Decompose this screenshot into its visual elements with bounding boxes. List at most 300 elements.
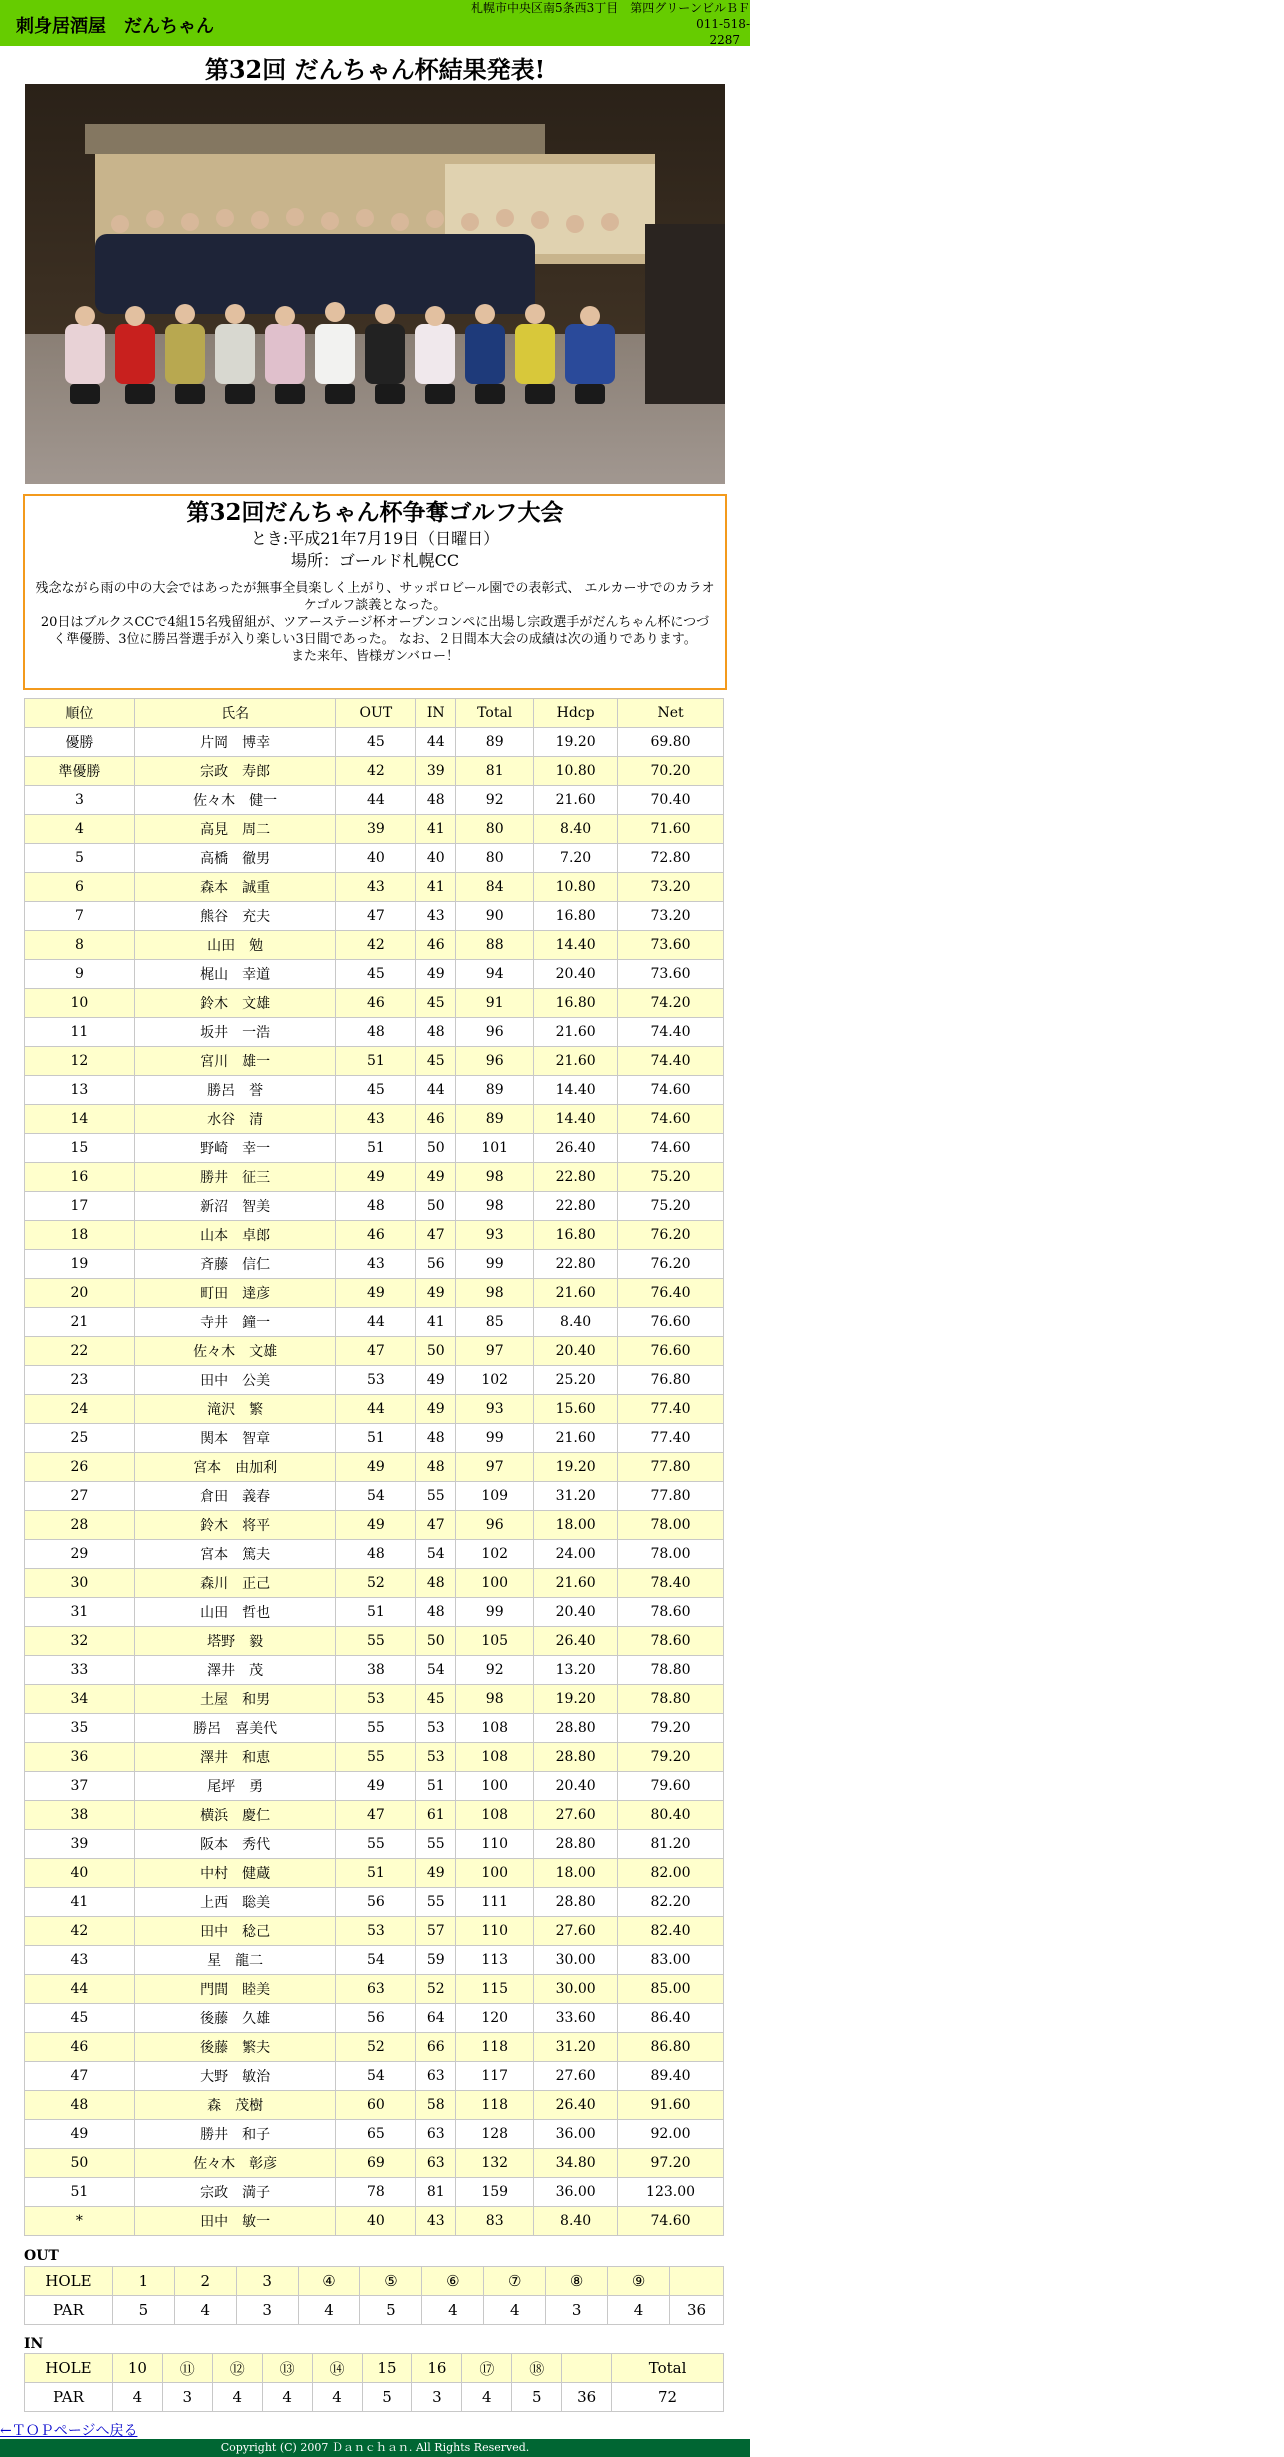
table-cell: 田中 敏一 [134, 2207, 336, 2236]
table-cell: 関本 智章 [134, 1424, 336, 1453]
table-cell: 準優勝 [25, 757, 135, 786]
table-cell: 22.80 [534, 1250, 618, 1279]
shop-address [450, 0, 750, 48]
table-cell: ⑱ [512, 2354, 562, 2383]
table-cell: 97.20 [618, 2149, 724, 2178]
table-cell: * [25, 2207, 135, 2236]
table-cell: 倉田 義春 [134, 1482, 336, 1511]
table-cell: 21.60 [534, 1047, 618, 1076]
table-cell: 54 [336, 1946, 416, 1975]
table-cell: 42 [25, 1917, 135, 1946]
table-cell: 36 [25, 1743, 135, 1772]
table-row [25, 2178, 724, 2207]
table-cell: 118 [456, 2091, 534, 2120]
table-cell: 澤井 茂 [134, 1656, 336, 1685]
table-cell: 75.20 [618, 1163, 724, 1192]
table-cell: 19.20 [534, 728, 618, 757]
table-cell: 16 [412, 2354, 462, 2383]
table-cell: 寺井 鐘一 [134, 1308, 336, 1337]
table-cell: 8.40 [534, 2207, 618, 2236]
table-row [25, 931, 724, 960]
table-cell: 76.60 [618, 1308, 724, 1337]
table-cell: 27 [25, 1482, 135, 1511]
table-cell: 44 [25, 1975, 135, 2004]
table-cell: 8.40 [534, 1308, 618, 1337]
table-cell: 45 [416, 1047, 456, 1076]
table-row [25, 1627, 724, 1656]
table-cell: 宗政 寿郎 [134, 757, 336, 786]
table-cell: 74.60 [618, 1076, 724, 1105]
table-cell: 110 [456, 1830, 534, 1859]
table-cell: 85.00 [618, 1975, 724, 2004]
table-cell: 鈴木 文雄 [134, 989, 336, 1018]
table-cell: 76.20 [618, 1221, 724, 1250]
table-cell: 30 [25, 1569, 135, 1598]
table-cell: 18.00 [534, 1859, 618, 1888]
table-row [25, 1482, 724, 1511]
table-cell: 98 [456, 1192, 534, 1221]
table-cell: 42 [336, 757, 416, 786]
table-row [25, 1685, 724, 1714]
table-cell: 49 [336, 1279, 416, 1308]
table-cell: 74.20 [618, 989, 724, 1018]
table-row [25, 873, 724, 902]
table-cell: 50 [416, 1192, 456, 1221]
table-cell: 49 [336, 1163, 416, 1192]
table-cell: 128 [456, 2120, 534, 2149]
table-cell: 76.40 [618, 1279, 724, 1308]
table-cell: 101 [456, 1134, 534, 1163]
table-row [25, 1134, 724, 1163]
table-cell: 46 [416, 1105, 456, 1134]
table-cell: 6 [25, 873, 135, 902]
table-cell: 111 [456, 1888, 534, 1917]
table-cell: 86.40 [618, 2004, 724, 2033]
table-cell: 7 [25, 902, 135, 931]
table-cell: 宗政 満子 [134, 2178, 336, 2207]
table-cell: 27.60 [534, 1801, 618, 1830]
table-cell: 55 [416, 1830, 456, 1859]
table-cell: 20.40 [534, 1337, 618, 1366]
table-cell: 24 [25, 1395, 135, 1424]
column-header: 順位 [25, 699, 135, 728]
table-cell: 21 [25, 1308, 135, 1337]
table-cell: 50 [416, 1627, 456, 1656]
table-cell: 81 [416, 2178, 456, 2207]
table-row [25, 1279, 724, 1308]
table-cell: 78.60 [618, 1627, 724, 1656]
table-cell: 後藤 久雄 [134, 2004, 336, 2033]
table-cell: 55 [336, 1743, 416, 1772]
table-cell: 19.20 [534, 1685, 618, 1714]
table-cell: HOLE [25, 2267, 113, 2296]
table-cell: 47 [25, 2062, 135, 2091]
out-course-label: OUT [24, 2248, 59, 2264]
table-cell: 47 [416, 1221, 456, 1250]
table-cell: 45 [25, 2004, 135, 2033]
phone-line: 011-518- [696, 17, 750, 31]
table-cell: 10.80 [534, 757, 618, 786]
table-cell: 86.80 [618, 2033, 724, 2062]
table-cell: 36.00 [534, 2178, 618, 2207]
table-row [25, 1656, 724, 1685]
table-cell: 132 [456, 2149, 534, 2178]
table-cell: 63 [416, 2149, 456, 2178]
table-cell: 51 [336, 1424, 416, 1453]
table-cell: 38 [336, 1656, 416, 1685]
table-cell: 77.80 [618, 1482, 724, 1511]
table-row [25, 1366, 724, 1395]
table-cell: 56 [336, 1888, 416, 1917]
table-row [25, 786, 724, 815]
table-row [25, 2120, 724, 2149]
table-row [25, 757, 724, 786]
table-cell: PAR [25, 2296, 113, 2325]
table-cell: 佐々木 健一 [134, 786, 336, 815]
event-paragraph: 残念ながら雨の中の大会ではあったが無事全員楽しく上がり、サッポロビール園での表彰式、 エルカーサでのカラオケゴルフ談義となった。 [35, 581, 715, 613]
table-cell: 49 [416, 960, 456, 989]
table-cell: 74.40 [618, 1047, 724, 1076]
table-cell: 93 [456, 1395, 534, 1424]
table-cell: 48 [416, 1018, 456, 1047]
table-row [25, 2207, 724, 2236]
table-cell: 70.20 [618, 757, 724, 786]
table-cell: 73.20 [618, 902, 724, 931]
table-cell: 115 [456, 1975, 534, 2004]
table-cell: 37 [25, 1772, 135, 1801]
table-cell: 後藤 繁夫 [134, 2033, 336, 2062]
table-cell: 4 [422, 2296, 484, 2325]
event-venue: 場所：ゴールド札幌CC [290, 551, 460, 570]
table-cell: 3 [546, 2296, 608, 2325]
table-cell: ⑧ [546, 2267, 608, 2296]
table-cell: 45 [336, 960, 416, 989]
table-cell: 勝呂 喜美代 [134, 1714, 336, 1743]
table-cell: 55 [336, 1830, 416, 1859]
table-cell: 35 [25, 1714, 135, 1743]
table-row [25, 1743, 724, 1772]
table-cell: 3 [236, 2296, 298, 2325]
table-cell: 100 [456, 1859, 534, 1888]
table-cell: 25.20 [534, 1366, 618, 1395]
table-cell: 73.60 [618, 960, 724, 989]
table-cell: 21.60 [534, 1018, 618, 1047]
event-paragraph: 20日はブルクスCCで4組15名残留組が、ツアーステージ杯オープンコンペに出場し宗政選手がだんちゃん杯につづく準優勝、3位に勝呂誉選手が入り楽しい3日間であった。 なお、２日間本大会の成績は次の通りであります。 [40, 615, 710, 647]
table-cell: 93 [456, 1221, 534, 1250]
table-cell: 15.60 [534, 1395, 618, 1424]
table-cell: 土屋 和男 [134, 1685, 336, 1714]
table-cell: 44 [416, 1076, 456, 1105]
table-cell: 34 [25, 1685, 135, 1714]
table-cell: 89.40 [618, 2062, 724, 2091]
table-cell: 48 [336, 1192, 416, 1221]
table-cell: 53 [336, 1685, 416, 1714]
table-cell: 16 [25, 1163, 135, 1192]
table-cell: 92 [456, 786, 534, 815]
table-cell: 77.40 [618, 1424, 724, 1453]
table-cell: 31 [25, 1598, 135, 1627]
table-row [25, 1221, 724, 1250]
table-cell: 65 [336, 2120, 416, 2149]
table-cell: 108 [456, 1743, 534, 1772]
table-cell: 41 [25, 1888, 135, 1917]
table-cell: 26.40 [534, 1627, 618, 1656]
table-cell: 38 [25, 1801, 135, 1830]
table-cell: 40 [336, 844, 416, 873]
table-cell: 100 [456, 1772, 534, 1801]
table-cell: 102 [456, 1366, 534, 1395]
table-cell: 44 [336, 1308, 416, 1337]
table-cell: 72.80 [618, 844, 724, 873]
table-cell: 52 [336, 2033, 416, 2062]
table-cell: 72 [612, 2383, 724, 2412]
table-cell: 79.20 [618, 1743, 724, 1772]
table-cell: 4 [262, 2383, 312, 2412]
table-cell: 22.80 [534, 1163, 618, 1192]
table-cell: PAR [25, 2383, 113, 2412]
table-cell: 28.80 [534, 1888, 618, 1917]
table-cell: 39 [25, 1830, 135, 1859]
table-cell: 64 [416, 2004, 456, 2033]
table-cell: 山田 勉 [134, 931, 336, 960]
table-cell: 48 [416, 1569, 456, 1598]
table-row [25, 1105, 724, 1134]
table-cell: 26.40 [534, 2091, 618, 2120]
table-cell: 82.20 [618, 1888, 724, 1917]
table-cell: 14.40 [534, 1076, 618, 1105]
table-cell: 45 [416, 1685, 456, 1714]
table-cell: 田中 公美 [134, 1366, 336, 1395]
table-row [25, 1714, 724, 1743]
table-cell: 69.80 [618, 728, 724, 757]
table-cell: 43 [336, 1250, 416, 1279]
table-cell: 48 [416, 1453, 456, 1482]
table-cell: 54 [336, 2062, 416, 2091]
table-cell: 34.80 [534, 2149, 618, 2178]
column-header: Total [456, 699, 534, 728]
table-cell: 14.40 [534, 1105, 618, 1134]
table-cell: 99 [456, 1598, 534, 1627]
table-cell: 49 [416, 1163, 456, 1192]
table-cell: 83.00 [618, 1946, 724, 1975]
table-cell: 9 [25, 960, 135, 989]
table-cell: 21.60 [534, 1569, 618, 1598]
table-cell: 54 [416, 1656, 456, 1685]
table-cell: 85 [456, 1308, 534, 1337]
table-cell: 46 [336, 989, 416, 1018]
table-cell: 30.00 [534, 1975, 618, 2004]
table-cell: 勝井 和子 [134, 2120, 336, 2149]
table-cell: 66 [416, 2033, 456, 2062]
table-cell: 43 [336, 873, 416, 902]
table-cell: 159 [456, 2178, 534, 2207]
table-cell: 43 [336, 1105, 416, 1134]
table-cell: 23 [25, 1366, 135, 1395]
hole-row [25, 2354, 724, 2383]
table-row [25, 2091, 724, 2120]
table-cell: 4 [312, 2383, 362, 2412]
table-cell: 49 [416, 1859, 456, 1888]
table-cell: 98 [456, 1279, 534, 1308]
table-cell: 4 [25, 815, 135, 844]
table-cell: 43 [416, 2207, 456, 2236]
table-cell: 5 [360, 2296, 422, 2325]
table-cell: 25 [25, 1424, 135, 1453]
footer-copyright: Copyright (C) 2007 Ｄａｎｃｈａｎ. All Rights Reserved. [0, 2439, 750, 2457]
table-cell: 30.00 [534, 1946, 618, 1975]
table-cell: 4 [174, 2296, 236, 2325]
table-cell: 28.80 [534, 1714, 618, 1743]
table-cell: 27.60 [534, 1917, 618, 1946]
table-cell: 100 [456, 1569, 534, 1598]
table-cell: 97 [456, 1337, 534, 1366]
table-cell: 19.20 [534, 1453, 618, 1482]
table-cell: 3 [162, 2383, 212, 2412]
table-cell: 46 [416, 931, 456, 960]
table-cell: 74.60 [618, 1134, 724, 1163]
table-cell: 51 [416, 1772, 456, 1801]
table-cell: 8 [25, 931, 135, 960]
table-cell: 20.40 [534, 1598, 618, 1627]
table-cell: 48 [416, 1424, 456, 1453]
table-cell: 51 [336, 1134, 416, 1163]
table-cell: ⑭ [312, 2354, 362, 2383]
table-cell: 39 [416, 757, 456, 786]
table-cell: 98 [456, 1163, 534, 1192]
table-cell: ⑨ [608, 2267, 670, 2296]
table-cell: 森本 誠重 [134, 873, 336, 902]
table-cell: 梶山 幸道 [134, 960, 336, 989]
table-cell: 17 [25, 1192, 135, 1221]
table-cell: 56 [416, 1250, 456, 1279]
table-cell: 22.80 [534, 1192, 618, 1221]
back-to-top-link[interactable]: ←ＴＯＰページへ戻る [0, 2423, 138, 2439]
table-cell: 鈴木 将平 [134, 1511, 336, 1540]
table-cell: 91 [456, 989, 534, 1018]
table-cell: 73.60 [618, 931, 724, 960]
table-cell: 41 [416, 873, 456, 902]
table-cell: 10.80 [534, 873, 618, 902]
table-row [25, 1859, 724, 1888]
table-row [25, 1453, 724, 1482]
table-cell: 尾坪 勇 [134, 1772, 336, 1801]
table-cell: 45 [336, 1076, 416, 1105]
table-cell: ⑪ [162, 2354, 212, 2383]
table-cell: 48 [336, 1018, 416, 1047]
table-cell [562, 2354, 612, 2383]
table-cell: 2 [174, 2267, 236, 2296]
table-cell: 24.00 [534, 1540, 618, 1569]
table-row [25, 1163, 724, 1192]
table-cell [670, 2267, 724, 2296]
table-cell: Total [612, 2354, 724, 2383]
table-cell: 63 [416, 2120, 456, 2149]
table-cell: 53 [336, 1917, 416, 1946]
table-cell: 52 [336, 1569, 416, 1598]
table-cell: 92.00 [618, 2120, 724, 2149]
table-cell: 78.80 [618, 1656, 724, 1685]
table-cell: 83 [456, 2207, 534, 2236]
table-cell: ⑬ [262, 2354, 312, 2383]
table-cell: 51 [25, 2178, 135, 2207]
table-cell: 高橋 徹男 [134, 844, 336, 873]
table-cell: 102 [456, 1540, 534, 1569]
table-cell: 105 [456, 1627, 534, 1656]
table-row [25, 902, 724, 931]
table-cell: 48 [416, 1598, 456, 1627]
table-cell: 47 [416, 1511, 456, 1540]
table-cell: 山本 卓郎 [134, 1221, 336, 1250]
table-cell: 78.80 [618, 1685, 724, 1714]
table-cell: 50 [25, 2149, 135, 2178]
table-cell: 27.60 [534, 2062, 618, 2091]
table-cell: 117 [456, 2062, 534, 2091]
table-cell: 47 [336, 1801, 416, 1830]
table-cell: 15 [362, 2354, 412, 2383]
table-cell: 53 [416, 1743, 456, 1772]
table-row [25, 2149, 724, 2178]
table-cell: 4 [484, 2296, 546, 2325]
table-row [25, 2004, 724, 2033]
table-cell: 野崎 幸一 [134, 1134, 336, 1163]
table-cell: 108 [456, 1801, 534, 1830]
table-cell: 星 龍二 [134, 1946, 336, 1975]
table-row [25, 1192, 724, 1221]
table-row [25, 844, 724, 873]
table-cell: 51 [336, 1598, 416, 1627]
table-cell: 84 [456, 873, 534, 902]
table-cell: 14 [25, 1105, 135, 1134]
results-header-row [25, 699, 724, 728]
table-cell: 89 [456, 1105, 534, 1134]
table-cell: 町田 達彦 [134, 1279, 336, 1308]
table-cell: 40 [416, 844, 456, 873]
table-cell: 44 [336, 1395, 416, 1424]
table-cell: 99 [456, 1250, 534, 1279]
table-cell: 98 [456, 1685, 534, 1714]
table-cell: 8.40 [534, 815, 618, 844]
table-cell: 18 [25, 1221, 135, 1250]
table-cell: 118 [456, 2033, 534, 2062]
table-cell: ⑫ [212, 2354, 262, 2383]
table-cell: 4 [608, 2296, 670, 2325]
table-cell: 69 [336, 2149, 416, 2178]
table-cell: 56 [336, 2004, 416, 2033]
table-row [25, 1540, 724, 1569]
shop-name: 刺身居酒屋 だんちゃん [16, 16, 214, 37]
table-cell: 70.40 [618, 786, 724, 815]
table-cell: 優勝 [25, 728, 135, 757]
table-cell: 54 [416, 1540, 456, 1569]
table-cell: 55 [336, 1627, 416, 1656]
table-cell: 16.80 [534, 989, 618, 1018]
table-cell: 63 [336, 1975, 416, 2004]
table-cell: 佐々木 彰彦 [134, 2149, 336, 2178]
table-cell: ④ [298, 2267, 360, 2296]
table-row [25, 1047, 724, 1076]
in-course-par-table [24, 2353, 724, 2412]
table-cell: 74.60 [618, 1105, 724, 1134]
table-cell: 5 [25, 844, 135, 873]
table-cell: 54 [336, 1482, 416, 1511]
table-cell: 田中 稔己 [134, 1917, 336, 1946]
table-cell: 40 [25, 1859, 135, 1888]
table-row [25, 1308, 724, 1337]
table-cell: 40 [336, 2207, 416, 2236]
table-cell: 82.40 [618, 1917, 724, 1946]
table-row [25, 1801, 724, 1830]
table-cell: 78.40 [618, 1569, 724, 1598]
